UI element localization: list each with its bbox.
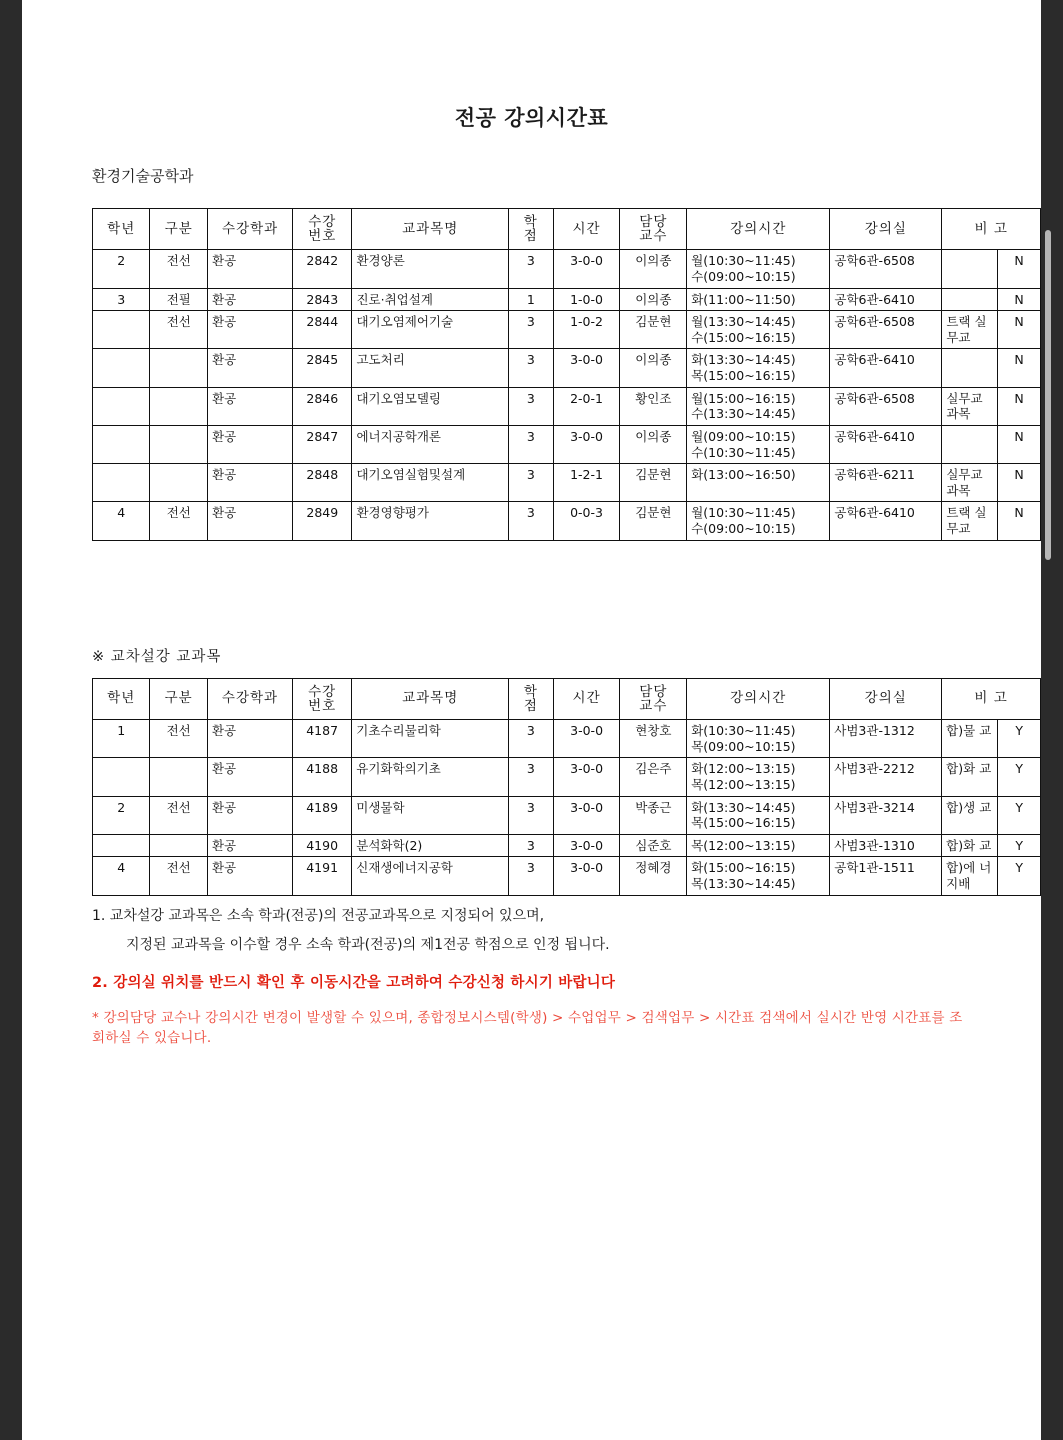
header-note: 비 고 xyxy=(942,209,1041,250)
cell-credit: 3 xyxy=(509,758,554,796)
cell-professor: 김문현 xyxy=(620,311,687,349)
footnote-item-2: 2. 강의실 위치를 반드시 확인 후 이동시간을 고려하여 수강신청 하시기 바랍니다 xyxy=(92,975,616,992)
class-time-line1: 월(09:00~10:15) xyxy=(691,428,796,444)
cell-type xyxy=(150,464,208,502)
cell-course-number: 2842 xyxy=(293,250,352,288)
note-line1: 합)에 xyxy=(946,860,976,876)
cell-type: 전선 xyxy=(150,311,208,349)
cell-credit: 3 xyxy=(509,250,554,288)
header-professor xyxy=(620,209,687,250)
class-time-line2: 목(12:00~13:15) xyxy=(691,776,796,792)
cell-flag: N xyxy=(998,464,1041,502)
table-row xyxy=(93,425,1041,463)
cell-course-number: 4191 xyxy=(293,857,352,895)
cell-credit: 3 xyxy=(509,857,554,895)
cell-course-name: 고도처리 xyxy=(352,349,509,387)
class-time-line1: 화(10:30~11:45) xyxy=(691,723,796,739)
cell-class-time xyxy=(687,250,830,288)
document-page xyxy=(22,0,1041,1440)
cell-class-time xyxy=(687,464,830,502)
cell-type xyxy=(150,349,208,387)
cell-hours: 3-0-0 xyxy=(553,758,620,796)
class-time-line2: 수(15:00~16:15) xyxy=(691,329,796,345)
table-row xyxy=(93,387,1041,425)
cell-flag: N xyxy=(998,250,1041,288)
cell-dept: 환공 xyxy=(208,425,293,463)
scrollbar-thumb[interactable] xyxy=(1045,230,1051,560)
class-time-line1: 월(10:30~11:45) xyxy=(691,253,796,269)
cell-note xyxy=(942,311,998,349)
cell-dept: 환공 xyxy=(207,758,292,796)
table-row xyxy=(93,288,1041,311)
cell-course-number: 4188 xyxy=(293,758,352,796)
cell-year: 2 xyxy=(93,796,150,834)
note-line2: 과목 xyxy=(946,482,971,498)
cell-course-number: 2849 xyxy=(293,502,352,540)
header-credit xyxy=(509,209,554,250)
cell-year: 4 xyxy=(93,502,150,540)
class-time-line1: 화(12:00~13:15) xyxy=(691,761,796,777)
cell-hours: 3-0-0 xyxy=(553,425,620,463)
cross-listing-table xyxy=(92,678,1041,896)
cell-class-time xyxy=(687,288,830,311)
header-year: 학년 xyxy=(93,678,150,719)
cell-course-name: 에너지공학개론 xyxy=(352,425,509,463)
cell-class-time xyxy=(687,387,830,425)
cell-classroom: 공학6관-6508 xyxy=(830,311,942,349)
cell-professor: 박종근 xyxy=(620,796,687,834)
cell-course-number: 2843 xyxy=(293,288,352,311)
cell-type: 전필 xyxy=(150,288,208,311)
cell-course-name: 미생물학 xyxy=(352,796,509,834)
cross-table-header xyxy=(93,678,1041,719)
cell-classroom: 공학6관-6410 xyxy=(830,288,942,311)
header-type: 구분 xyxy=(150,678,208,719)
cell-course-name: 신재생에너지공학 xyxy=(352,857,509,895)
class-time-line1: 월(10:30~11:45) xyxy=(691,505,796,521)
cell-professor: 이의종 xyxy=(620,349,687,387)
cell-course-number: 2844 xyxy=(293,311,352,349)
cell-hours: 1-2-1 xyxy=(553,464,620,502)
table-header-row xyxy=(93,678,1041,719)
cell-class-time xyxy=(687,720,830,758)
cell-credit: 3 xyxy=(509,796,554,834)
cell-professor: 심준호 xyxy=(620,834,687,857)
class-time-line1: 화(15:00~16:15) xyxy=(691,860,796,876)
cell-dept: 환공 xyxy=(208,464,293,502)
cell-dept: 환공 xyxy=(207,857,292,895)
cell-hours: 3-0-0 xyxy=(553,349,620,387)
table-row xyxy=(93,758,1041,796)
cell-professor: 정혜경 xyxy=(620,857,687,895)
class-time-line1: 화(13:00~16:50) xyxy=(691,467,796,483)
cell-class-time xyxy=(687,502,830,540)
note-line2: 교 xyxy=(979,761,992,777)
header-credit-line2: 점 xyxy=(523,228,538,245)
cell-note xyxy=(942,758,998,796)
header-course-name: 교과목명 xyxy=(352,209,509,250)
cell-course-number: 4189 xyxy=(293,796,352,834)
cell-type: 전선 xyxy=(150,720,208,758)
cell-flag: Y xyxy=(998,720,1041,758)
header-classroom: 강의실 xyxy=(830,209,942,250)
cell-flag: N xyxy=(998,387,1041,425)
cell-professor: 이의종 xyxy=(620,425,687,463)
cell-dept: 환공 xyxy=(207,796,292,834)
cell-hours: 1-0-0 xyxy=(553,288,620,311)
cell-year xyxy=(93,425,150,463)
cross-table-body xyxy=(93,720,1041,896)
cell-year: 4 xyxy=(93,857,150,895)
header-course-number xyxy=(293,678,352,719)
cell-dept: 환공 xyxy=(208,502,293,540)
header-course-number-line2: 번호 xyxy=(308,228,337,245)
cell-type xyxy=(150,425,208,463)
table-row xyxy=(93,720,1041,758)
cell-note xyxy=(942,425,998,463)
table-row xyxy=(93,857,1041,895)
cell-dept: 환공 xyxy=(208,288,293,311)
class-time-line1: 월(13:30~14:45) xyxy=(691,314,796,330)
cell-flag: Y xyxy=(998,758,1041,796)
cell-course-number: 4190 xyxy=(293,834,352,857)
cell-classroom: 공학1관-1511 xyxy=(830,857,942,895)
class-time-line2: 수(09:00~10:15) xyxy=(691,521,796,537)
cell-note xyxy=(942,464,998,502)
cell-classroom: 사범3관-1312 xyxy=(830,720,942,758)
cell-classroom: 사범3관-3214 xyxy=(830,796,942,834)
header-course-number-line1: 수강 xyxy=(308,683,337,700)
note-line2: 과목 xyxy=(946,406,971,422)
scrollbar-track[interactable] xyxy=(1051,0,1057,1440)
footnote-1-line-1: 1. 교차설강 교과목은 소속 학과(전공)의 전공교과목으로 지정되어 있으며, xyxy=(92,907,545,924)
cell-type: 전선 xyxy=(150,796,208,834)
note-line2: 실무교 xyxy=(946,505,987,537)
header-class-time: 강의시간 xyxy=(687,678,830,719)
class-time-line1: 화(11:00~11:50) xyxy=(691,291,796,307)
cell-credit: 3 xyxy=(509,502,554,540)
cell-professor: 김은주 xyxy=(620,758,687,796)
cell-hours: 3-0-0 xyxy=(553,796,620,834)
cell-note xyxy=(942,796,998,834)
cell-classroom: 공학6관-6410 xyxy=(830,349,942,387)
cell-course-name: 분석화학(2) xyxy=(352,834,509,857)
cell-course-name: 환경양론 xyxy=(352,250,509,288)
class-time-line1: 목(12:00~13:15) xyxy=(691,837,796,853)
table-row xyxy=(93,250,1041,288)
note-line1: 트랙 xyxy=(946,314,971,330)
note-line1: 합)화 xyxy=(946,761,976,777)
cell-year xyxy=(93,834,150,857)
cell-dept: 환공 xyxy=(208,387,293,425)
cell-professor: 황인조 xyxy=(620,387,687,425)
cell-year: 1 xyxy=(93,720,150,758)
cell-note xyxy=(942,720,998,758)
header-professor-line2: 교수 xyxy=(639,697,668,714)
cell-credit: 3 xyxy=(509,349,554,387)
note-line2: 교 xyxy=(979,723,992,739)
cell-classroom: 공학6관-6508 xyxy=(830,387,942,425)
cell-dept: 환공 xyxy=(208,311,293,349)
header-credit-line2: 점 xyxy=(523,697,538,714)
cell-type: 전선 xyxy=(150,250,208,288)
header-year: 학년 xyxy=(93,209,150,250)
cell-dept: 환공 xyxy=(208,349,293,387)
cell-credit: 3 xyxy=(509,834,554,857)
header-professor-line1: 담당 xyxy=(639,683,668,700)
header-course-number-line2: 번호 xyxy=(308,697,337,714)
cell-flag: N xyxy=(998,349,1041,387)
header-classroom: 강의실 xyxy=(830,678,942,719)
cell-type xyxy=(150,834,208,857)
note-line2: 실무교 xyxy=(946,314,987,345)
cell-year: 3 xyxy=(93,288,150,311)
cell-note xyxy=(942,834,998,857)
class-time-line2: 목(15:00~16:15) xyxy=(691,815,796,831)
cell-flag: N xyxy=(998,288,1041,311)
class-time-line2: 목(13:30~14:45) xyxy=(691,876,796,892)
cell-hours: 3-0-0 xyxy=(553,834,620,857)
cell-type: 전선 xyxy=(150,857,208,895)
header-type: 구분 xyxy=(150,209,208,250)
cell-hours: 3-0-0 xyxy=(553,857,620,895)
cell-note xyxy=(942,857,998,895)
cell-flag: Y xyxy=(998,796,1041,834)
cell-course-number: 2848 xyxy=(293,464,352,502)
cell-class-time xyxy=(687,425,830,463)
cell-flag: N xyxy=(998,425,1041,463)
cell-classroom: 공학6관-6410 xyxy=(830,502,942,540)
cell-course-name: 대기오염제어기술 xyxy=(352,311,509,349)
header-dept: 수강학과 xyxy=(207,678,292,719)
table-row xyxy=(93,349,1041,387)
header-professor-line1: 담당 xyxy=(639,214,668,230)
cell-type: 전선 xyxy=(150,502,208,540)
cell-type xyxy=(150,758,208,796)
cell-year xyxy=(93,758,150,796)
header-credit xyxy=(509,678,554,719)
class-time-line1: 화(13:30~14:45) xyxy=(691,352,796,368)
cell-class-time xyxy=(687,349,830,387)
department-name: 환경기술공학과 xyxy=(92,167,194,185)
table-row xyxy=(93,311,1041,349)
cell-hours: 2-0-1 xyxy=(553,387,620,425)
cell-course-number: 2846 xyxy=(293,387,352,425)
cell-course-number: 2845 xyxy=(293,349,352,387)
cell-credit: 3 xyxy=(509,311,554,349)
header-professor xyxy=(620,678,687,719)
cell-professor: 현창호 xyxy=(620,720,687,758)
note-line1: 실무교 xyxy=(946,467,983,483)
header-note: 비 고 xyxy=(942,678,1041,719)
cell-course-name: 유기화학의기초 xyxy=(352,758,509,796)
class-time-line1: 월(15:00~16:15) xyxy=(691,390,796,406)
note-line1: 합)물 xyxy=(946,723,976,739)
cell-class-time xyxy=(687,758,830,796)
note-line2: 교 xyxy=(979,837,992,853)
header-hours: 시간 xyxy=(553,678,620,719)
header-class-time: 강의시간 xyxy=(687,209,830,250)
cell-classroom: 사범3관-1310 xyxy=(830,834,942,857)
header-course-number-line1: 수강 xyxy=(308,214,337,230)
cell-flag: Y xyxy=(998,834,1041,857)
footnote-item-3: * 강의담당 교수나 강의시간 변경이 발생할 수 있으며, 종합정보시스템(학생) > 수업업무 > 검색업무 > 시간표 검색에서 실시간 반영 시간표를 조회하실 수 있습니다. xyxy=(92,1010,963,1047)
table-header-row xyxy=(93,209,1041,250)
cell-course-number: 4187 xyxy=(293,720,352,758)
header-dept: 수강학과 xyxy=(208,209,293,250)
footnote-1-line-2: 지정된 교과목을 이수할 경우 소속 학과(전공)의 제1전공 학점으로 인정 됩니다. xyxy=(126,937,610,954)
table-row xyxy=(93,834,1041,857)
cell-note xyxy=(942,349,998,387)
cell-credit: 3 xyxy=(509,464,554,502)
cell-hours: 3-0-0 xyxy=(553,250,620,288)
cell-credit: 1 xyxy=(509,288,554,311)
header-credit-line1: 학 xyxy=(523,214,538,230)
cell-credit: 3 xyxy=(509,425,554,463)
class-time-line2: 목(09:00~10:15) xyxy=(691,738,796,754)
note-line2: 너지배 xyxy=(946,860,992,892)
note-line1: 실무교 xyxy=(946,390,983,406)
cell-course-name: 대기오염실험및설계 xyxy=(352,464,509,502)
cell-professor: 김문현 xyxy=(620,464,687,502)
class-time-line2: 수(10:30~11:45) xyxy=(691,444,796,460)
cell-hours: 0-0-3 xyxy=(553,502,620,540)
cell-course-name: 기초수리물리학 xyxy=(352,720,509,758)
header-course-number xyxy=(293,209,352,250)
cell-dept: 환공 xyxy=(207,720,292,758)
cell-classroom: 공학6관-6410 xyxy=(830,425,942,463)
cell-dept: 환공 xyxy=(208,250,293,288)
main-table-header xyxy=(93,209,1041,250)
cell-year xyxy=(93,311,150,349)
cell-note xyxy=(942,288,998,311)
cell-course-name: 진로·취업설계 xyxy=(352,288,509,311)
header-credit-line1: 학 xyxy=(523,683,538,700)
cross-listing-title: ※ 교차설강 교과목 xyxy=(92,648,222,665)
cell-year xyxy=(93,464,150,502)
cell-note xyxy=(942,250,998,288)
cell-flag: N xyxy=(998,311,1041,349)
note-line1: 합)화 xyxy=(946,837,976,853)
cell-professor: 이의종 xyxy=(620,250,687,288)
table-row xyxy=(93,464,1041,502)
page-title: 전공 강의시간표 xyxy=(454,106,609,130)
cell-flag: Y xyxy=(998,857,1041,895)
note-line2: 교 xyxy=(979,799,992,815)
cell-flag: N xyxy=(998,502,1041,540)
class-time-line2: 목(15:00~16:15) xyxy=(691,368,796,384)
footnote-item-1 xyxy=(92,906,1041,957)
note-line1: 트랙 xyxy=(946,505,971,521)
class-time-line2: 수(13:30~14:45) xyxy=(691,406,796,422)
cell-year: 2 xyxy=(93,250,150,288)
cell-professor: 김문현 xyxy=(620,502,687,540)
cell-professor: 이의종 xyxy=(620,288,687,311)
cell-credit: 3 xyxy=(509,720,554,758)
cell-note xyxy=(942,387,998,425)
table-row xyxy=(93,502,1041,540)
cell-year xyxy=(93,387,150,425)
cell-course-name: 대기오염모델링 xyxy=(352,387,509,425)
cell-class-time xyxy=(687,834,830,857)
cell-class-time xyxy=(687,857,830,895)
class-time-line1: 화(13:30~14:45) xyxy=(691,799,796,815)
cell-type xyxy=(150,387,208,425)
main-table-body xyxy=(93,250,1041,540)
main-schedule-table xyxy=(92,208,1041,541)
cell-classroom: 공학6관-6211 xyxy=(830,464,942,502)
header-professor-line2: 교수 xyxy=(639,228,668,245)
note-line1: 합)생 xyxy=(946,799,976,815)
cell-course-name: 환경영향평가 xyxy=(352,502,509,540)
cell-course-number: 2847 xyxy=(293,425,352,463)
cell-note xyxy=(942,502,998,540)
cell-class-time xyxy=(687,796,830,834)
cell-classroom: 사범3관-2212 xyxy=(830,758,942,796)
cell-year xyxy=(93,349,150,387)
header-hours: 시간 xyxy=(553,209,620,250)
cell-credit: 3 xyxy=(509,387,554,425)
cell-hours: 3-0-0 xyxy=(553,720,620,758)
cell-dept: 환공 xyxy=(207,834,292,857)
class-time-line2: 수(09:00~10:15) xyxy=(691,268,796,284)
cell-hours: 1-0-2 xyxy=(553,311,620,349)
cell-classroom: 공학6관-6508 xyxy=(830,250,942,288)
cell-class-time xyxy=(687,311,830,349)
header-course-name: 교과목명 xyxy=(352,678,509,719)
table-row xyxy=(93,796,1041,834)
